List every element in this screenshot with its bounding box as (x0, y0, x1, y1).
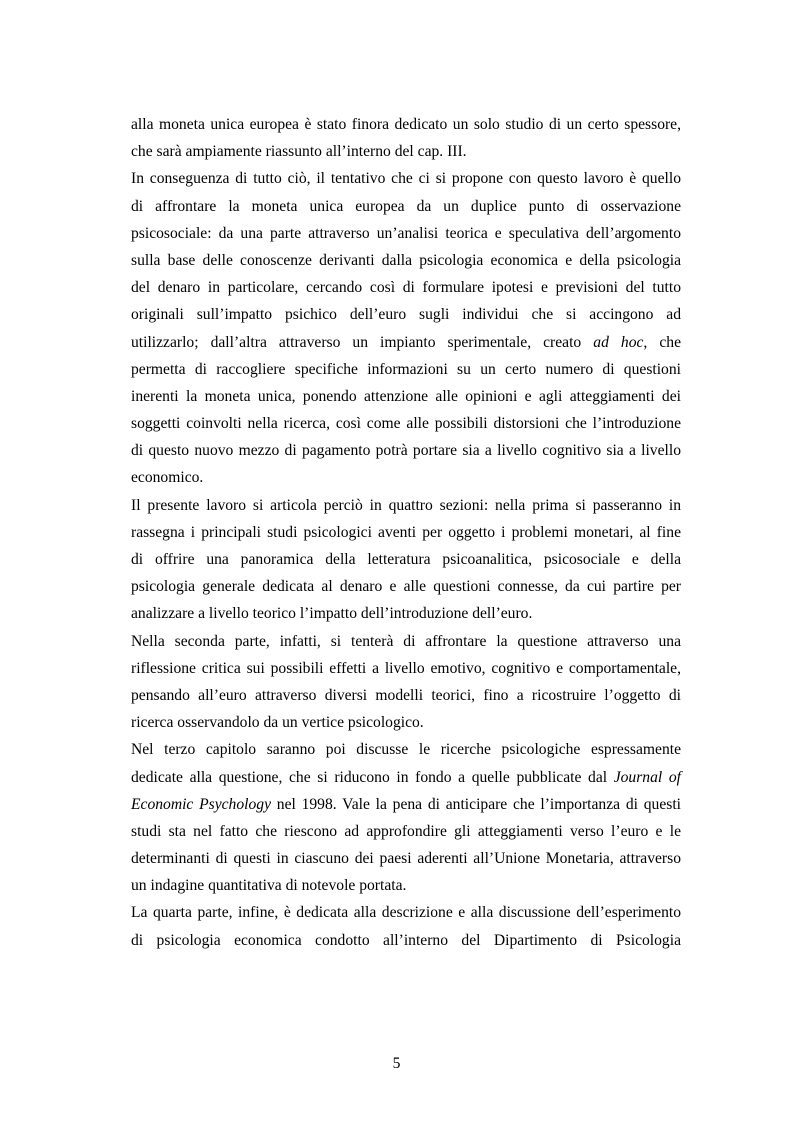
text-line: In conseguenza di tutto ciò, il tentativo che ci si propone con questo lavoro è quello (131, 170, 681, 188)
text-line: rassegna i principali studi psicologici aventi per oggetto i problemi monetari, al fine (131, 523, 681, 541)
paragraph (131, 899, 681, 953)
text-line: inerenti la moneta unica, ponendo attenzione alle opinioni e agli atteggiamenti dei (131, 387, 681, 405)
paragraph (131, 492, 681, 628)
text-line: determinanti di questi in ciascuno dei paesi aderenti all’Unione Monetaria, attraverso (131, 850, 681, 868)
text-line: ricerca osservandolo da un vertice psicologico. (131, 714, 424, 732)
text-line: psicologia generale dedicata al denaro e alle questioni connesse, da cui partire per (131, 578, 681, 596)
text-line: soggetti coinvolti nella ricerca, così come alle possibili distorsioni che l’introduzione (131, 415, 681, 433)
text-line (131, 791, 681, 818)
text-line: pensando all’euro attraverso diversi modelli teorici, fino a ricostruire l’oggetto di (131, 686, 681, 704)
text-line (131, 764, 681, 791)
text-line: di offrire una panoramica della letteratura psicoanalitica, psicosociale e della (131, 551, 681, 568)
text-run: , che (643, 333, 681, 351)
text-run: utilizzarlo; dall’altra attraverso un impianto sperimentale, creato (131, 333, 594, 351)
paragraph (131, 628, 681, 737)
paragraph (131, 165, 681, 491)
text-line: che sarà ampiamente riassunto all’interno del cap. III. (131, 143, 467, 161)
text-line: originali sull’impatto psichico dell’euro sugli individui che si accingono ad (131, 306, 681, 324)
italic-text: Economic Psychology (131, 795, 271, 813)
text-line: di psicologia economica condotto all’interno del Dipartimento di Psicologia (131, 931, 681, 949)
text-line: permetta di raccogliere specifiche informazioni su un certo numero di questioni (131, 360, 681, 378)
text-line: riflessione critica sui possibili effetti a livello emotivo, cognitivo e comportamentale, (131, 659, 681, 677)
text-line: di questo nuovo mezzo di pagamento potrà portare sia a livello cognitivo sia a livello (131, 442, 681, 460)
paragraph (131, 736, 681, 899)
text-line: analizzare a livello teorico l’impatto dell’introduzione dell’euro. (131, 605, 533, 623)
document-body (131, 111, 681, 954)
text-run: nel 1998. Vale la pena di anticipare che l’importanza di questi (271, 795, 681, 813)
italic-text: ad hoc (593, 333, 644, 351)
text-line: del denaro in particolare, cercando così di formulare ipotesi e previsioni del tutto (131, 279, 681, 297)
text-line: economico. (131, 469, 204, 487)
text-line: Il presente lavoro si articola perciò in quattro sezioni: nella prima si passeranno in (131, 496, 681, 514)
paragraph (131, 111, 681, 165)
text-line: un indagine quantitativa di notevole portata. (131, 877, 407, 895)
text-line: sulla base delle conoscenze derivanti dalla psicologia economica e della psicologia (131, 251, 681, 269)
text-line: psicosociale: da una parte attraverso un’analisi teorica e speculativa dell’argomento (131, 224, 681, 242)
text-line: alla moneta unica europea è stato finora dedicato un solo studio di un certo spessore, (131, 116, 681, 133)
page-number: 5 (392, 1055, 401, 1072)
text-line (131, 329, 681, 356)
text-line: Nel terzo capitolo saranno poi discusse le ricerche psicologiche espressamente (131, 741, 681, 759)
text-line: La quarta parte, infine, è dedicata alla descrizione e alla discussione dell’esperimento (131, 904, 681, 922)
italic-text: Journal of (613, 768, 681, 786)
text-line: Nella seconda parte, infatti, si tenterà di affrontare la questione attraverso una (131, 632, 681, 650)
text-line: di affrontare la moneta unica europea da un duplice punto di osservazione (131, 197, 681, 215)
text-line: studi sta nel fatto che riescono ad approfondire gli atteggiamenti verso l’euro e le (131, 822, 681, 840)
text-run: dedicate alla questione, che si riducono in fondo a quelle pubblicate dal (131, 768, 614, 786)
